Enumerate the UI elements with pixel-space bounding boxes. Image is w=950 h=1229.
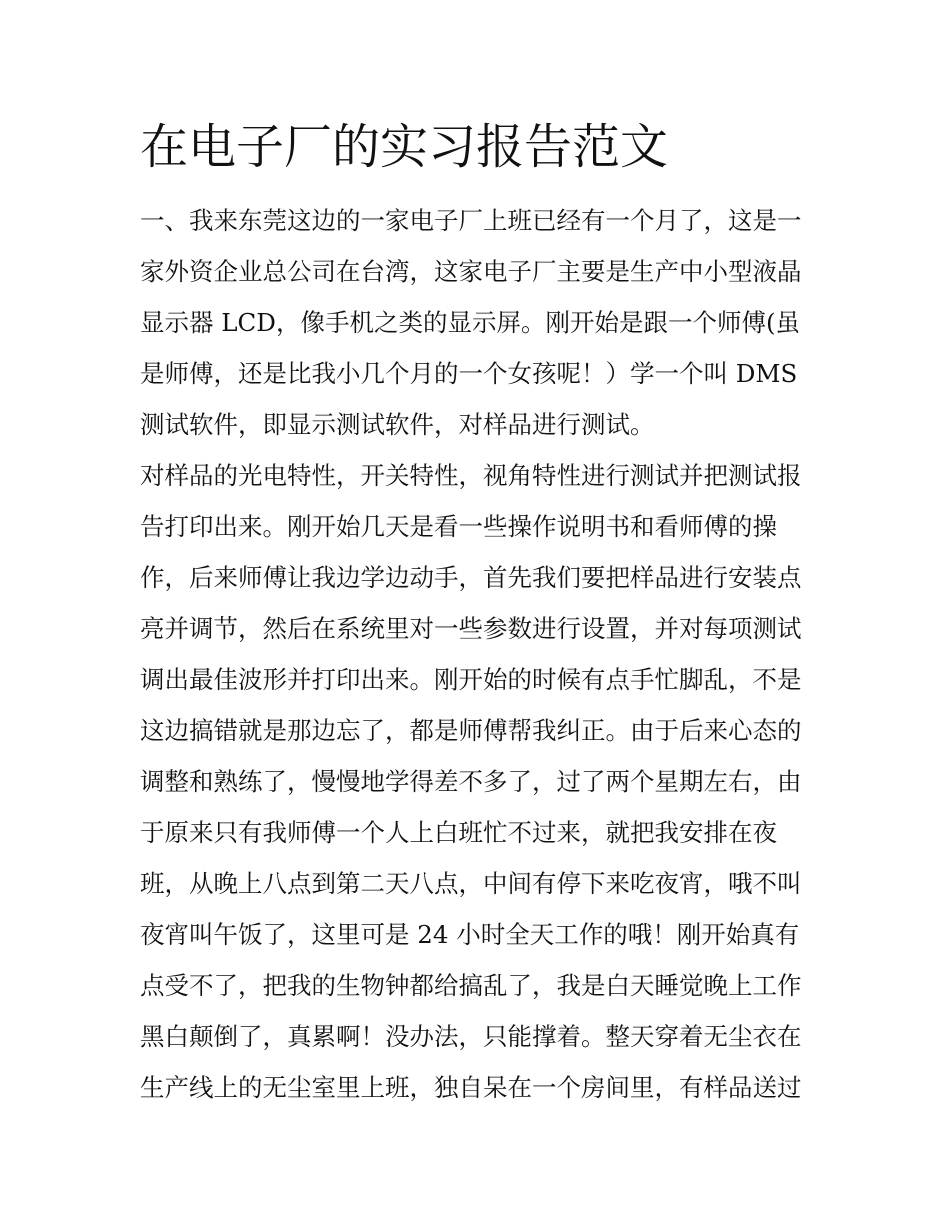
body-line: 调整和熟练了，慢慢地学得差不多了，过了两个星期左右，由 <box>140 767 802 796</box>
body-line: 调出最佳波形并打印出来。刚开始的时候有点手忙脚乱，不是 <box>140 665 802 694</box>
body-line: 家外资企业总公司在台湾，这家电子厂主要是生产中小型液晶 <box>140 257 802 286</box>
body-line: 黑白颠倒了，真累啊！没办法，只能撑着。整天穿着无尘衣在 <box>140 1022 802 1051</box>
body-line: 亮并调节，然后在系统里对一些参数进行设置，并对每项测试 <box>140 614 802 643</box>
body-line: 测试软件，即显示测试软件，对样品进行测试。 <box>140 410 655 439</box>
body-line: 对样品的光电特性，开关特性，视角特性进行测试并把测试报 <box>140 461 802 490</box>
body-line: 夜宵叫午饭了，这里可是 24 小时全天工作的哦！刚开始真有 <box>140 920 800 949</box>
body-line: 生产线上的无尘室里上班，独自呆在一个房间里，有样品送过 <box>140 1073 802 1102</box>
body-line: 是师傅，还是比我小几个月的一个女孩呢！）学一个叫 DMS <box>140 359 798 388</box>
body-line: 显示器 LCD，像手机之类的显示屏。刚开始是跟一个师傅(虽 <box>140 308 801 337</box>
body-line: 这边搞错就是那边忘了，都是师傅帮我纠正。由于后来心态的 <box>140 716 802 745</box>
body-line: 一、我来东莞这边的一家电子厂上班已经有一个月了，这是一 <box>140 206 802 235</box>
body-line: 告打印出来。刚开始几天是看一些操作说明书和看师傅的操 <box>140 512 777 541</box>
body-line: 于原来只有我师傅一个人上白班忙不过来，就把我安排在夜 <box>140 818 777 847</box>
body-line: 作，后来师傅让我边学边动手，首先我们要把样品进行安装点 <box>140 563 802 592</box>
body-line: 班，从晚上八点到第二天八点，中间有停下来吃夜宵，哦不叫 <box>140 869 802 898</box>
body-line: 点受不了，把我的生物钟都给搞乱了，我是白天睡觉晚上工作 <box>140 971 802 1000</box>
document-title: 在电子厂的实习报告范文 <box>140 119 669 175</box>
